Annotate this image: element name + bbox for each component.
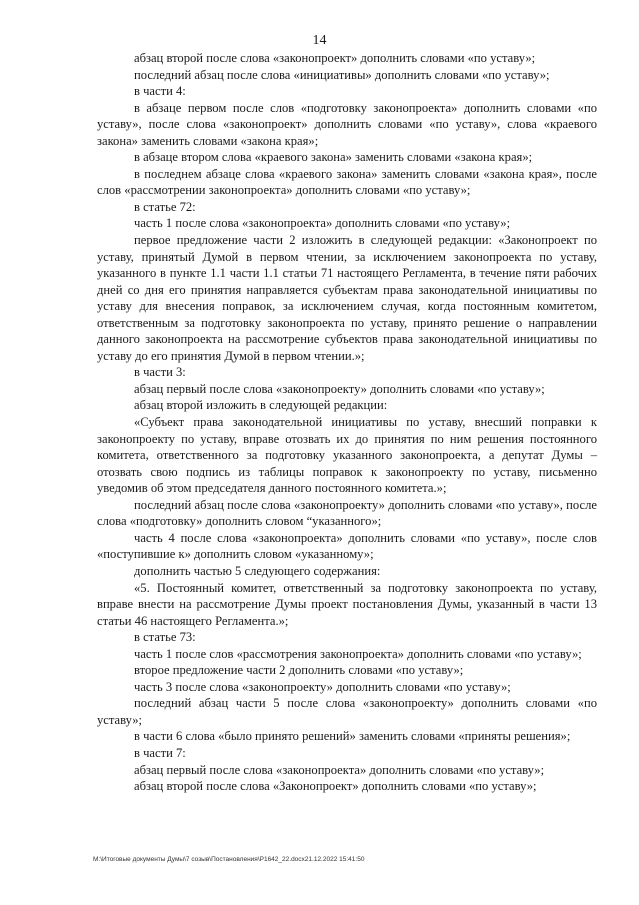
paragraph: абзац первый после слова «законопроекту» дополнить словами «по уставу»; [134, 381, 545, 396]
paragraph: первое предложение части 2 изложить в следующей редакции: «Законопроект по уставу, принятый Думой в первом чтении, за исключением законопроекта по уставу, указанного в пункте 1.1 части 1.1 статьи 71 настоящего Регламента, в течение пяти рабочих дней со дня его принятия направляется субъектам права законодательной инициативы по уставу для внесения поправок, за исключением случая, когда постоянным комитетом, ответственным за подготовку законопроекта по уставу, принято решение о направлении данного законопроекта на рассмотрение субъектов права законодательной инициативы по уставу до его принятия Думой в первом чтении.»; [97, 233, 597, 363]
paragraph: в абзаце первом после слов «подготовку законопроекта» дополнить словами «по уставу», после слова «законопроект» дополнить словами «по уставу», слова «краевого закона» заменить словами «закона края»; [97, 100, 597, 148]
paragraph: в последнем абзаце слова «краевого закона» заменить словами «закона края», после слов «рассмотрении законопроекта» дополнить словами «по уставу»; [97, 166, 597, 198]
paragraph: часть 1 после слов «рассмотрения законопроекта» дополнить словами «по уставу»; [134, 646, 582, 661]
document-body [97, 50, 597, 795]
paragraph: абзац второй после слова «Законопроект» дополнить словами «по уставу»; [134, 779, 537, 794]
paragraph: последний абзац после слова «законопроекту» дополнить словами «по уставу», после слова «подготовку» дополнить словом “указанного»; [97, 497, 597, 529]
paragraph: часть 3 после слова «законопроекту» дополнить словами «по уставу»; [134, 679, 511, 694]
paragraph: второе предложение части 2 дополнить словами «по уставу»; [134, 663, 464, 678]
paragraph: в абзаце втором слова «краевого закона» заменить словами «закона края»; [134, 150, 533, 165]
paragraph: «Субъект права законодательной инициативы по уставу, внесший поправки к законопроекту по уставу, вправе отозвать их до принятия по ним решения постоянного комитета, ответственного за подготовку указанного законопроекта, а депутат Думы – отозвать свою подпись из таблицы поправок к законопроекту по уставу, письменно уведомив об этом председателя данного постоянного комитета.»; [97, 415, 597, 496]
paragraph: последний абзац после слова «инициативы» дополнить словами «по уставу»; [134, 67, 550, 82]
paragraph: абзац второй изложить в следующей редакции: [134, 398, 388, 413]
file-path-footer: M:\Итоговые документы Думы\7 созыв\Постановления\P1642_22.docx21.12.2022 15:41:50 [93, 856, 365, 863]
paragraph: в части 3: [134, 365, 186, 380]
paragraph: последний абзац части 5 после слова «законопроекту» дополнить словами «по уставу»; [97, 696, 597, 727]
paragraph: часть 4 после слова «законопроекта» дополнить словами «по уставу», после слов «поступившие к» дополнить словом «указанному»; [97, 530, 597, 562]
paragraph: в части 6 слова «было принято решений» заменить словами «приняты решения»; [134, 729, 571, 744]
page-number: 14 [312, 33, 327, 48]
paragraph: в статье 73: [134, 630, 196, 645]
paragraph: в части 4: [134, 84, 186, 99]
paragraph: абзац первый после слова «законопроекта» дополнить словами «по уставу»; [134, 762, 545, 777]
paragraph: абзац второй после слова «законопроект» дополнить словами «по уставу»; [134, 51, 536, 65]
paragraph: в статье 72: [134, 199, 196, 214]
paragraph: часть 1 после слова «законопроекта» дополнить словами «по уставу»; [134, 216, 511, 231]
paragraph: дополнить частью 5 следующего содержания: [134, 563, 381, 578]
paragraph: в части 7: [134, 745, 186, 760]
paragraph: «5. Постоянный комитет, ответственный за подготовку законопроекта по уставу, вправе внести на рассмотрение Думы проект постановления Думы, указанный в части 13 статьи 46 настоящего Регламента.»; [97, 580, 597, 628]
